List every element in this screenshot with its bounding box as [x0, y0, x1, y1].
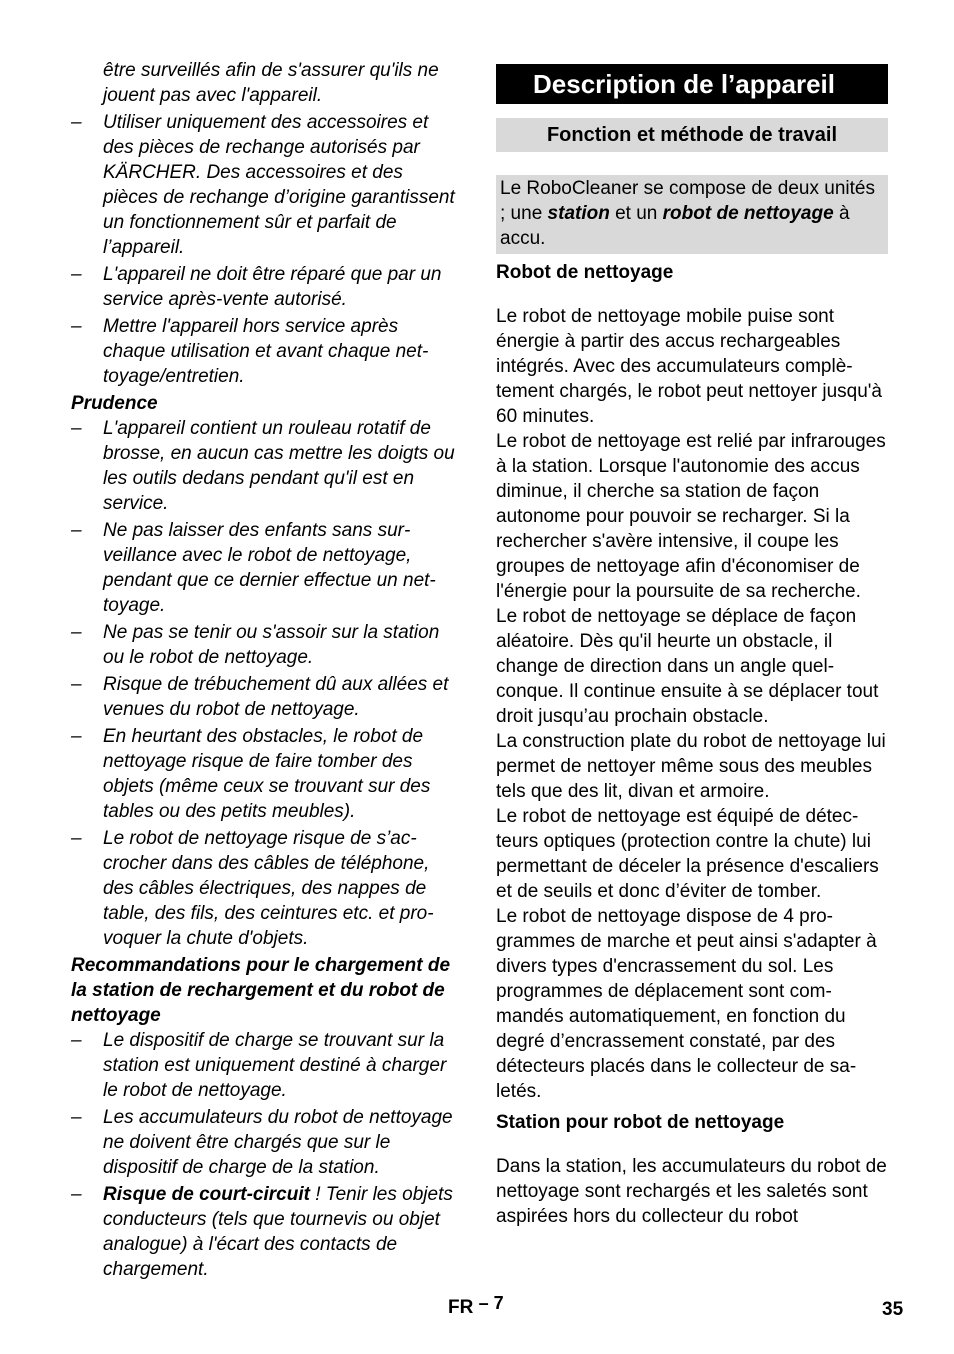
safety-list-1	[71, 110, 463, 389]
robot-heading: Robot de nettoyage	[496, 262, 674, 283]
paragraph: Le robot de nettoyage est relié par infrarouges à la station. Lorsque l'autonomie des accus diminue, il cherche sa station de façon autonome pour pouvoir se recharger. Si la rechercher s'avère intensive, il coupe les groupes de nettoyage afin d'économiser de l'énergie pour la poursuite de sa recherche.	[496, 431, 886, 602]
short-circuit-warning: Risque de court-circuit	[103, 1184, 310, 1205]
paragraph: Le robot de nettoyage est équipé de détecteurs optiques (protection contre la chute) lui permettant de déceler la présence d'escaliers et de seuils et donc d’éviter de tomber.	[496, 806, 879, 902]
page-number: 35	[882, 1299, 904, 1320]
prudence-heading: Prudence	[71, 393, 158, 414]
list-item: – L'appareil ne doit être réparé que par un service après-vente autorisé.	[71, 264, 442, 310]
list-item: – Risque de court-circuit ! Tenir les objets conducteurs (tels que tournevis ou objet analogue) à l'écart des contacts de chargement.	[71, 1184, 453, 1280]
paragraph: Le robot de nettoyage dispose de 4 programmes de marche et peut ainsi s'adapter à divers types d'encrassement du sol. Les programmes de déplacement sont commandés automatiquement, en fonction du degré d’encrassement constaté, par des détecteurs placés dans le collecteur de saletés.	[496, 906, 877, 1102]
section-subtitle: Fonction et méthode de travail	[496, 118, 888, 152]
paragraph: Le robot de nettoyage se déplace de façon aléatoire. Dès qu'il heurte un obstacle, il change de direction dans un angle quelconque. Il continue ensuite à se déplacer tout droit jusqu’au prochain obstacle.	[496, 606, 879, 727]
list-item: – Ne pas se tenir ou s'assoir sur la station ou le robot de nettoyage.	[71, 622, 440, 668]
paragraph: Dans la station, les accumulateurs du robot de nettoyage sont rechargés et les saletés sont aspirées hors du collecteur du robot	[496, 1156, 887, 1227]
list-item: – Risque de trébuchement dû aux allées et venues du robot de nettoyage.	[71, 674, 449, 720]
list-item: – Le robot de nettoyage risque de s’accrocher dans des câbles de téléphone, des câbles électriques, des nappes de table, des fils, des ceintures etc. et provoquer la chute d'objets.	[71, 828, 434, 949]
continued-text: être surveillés afin de s'assurer qu'ils ne jouent pas avec l'appareil.	[103, 60, 439, 106]
left-column	[71, 58, 463, 1284]
list-item: – Mettre l'appareil hors service après chaque utilisation et avant chaque nettoyage/entretien.	[71, 316, 429, 387]
paragraph: Le robot de nettoyage mobile puise sont énergie à partir des accus rechargeables intégrés. Avec des accumulateurs complètement chargés, le robot peut nettoyer jusqu'à 60 minutes.	[496, 306, 882, 427]
intro-box: Le RoboCleaner se compose de deux unités ; une station et un robot de nettoyage à accu.	[496, 175, 888, 254]
list-item: – Ne pas laisser des enfants sans surveillance avec le robot de nettoyage, pendant que ce dernier effectue un nettoyage.	[71, 520, 436, 616]
right-column	[496, 58, 888, 1229]
list-item: – Utiliser uniquement des accessoires et des pièces de rechange autorisés par KÄRCHER. Des accessoires et des pièces de rechange d’origine garantissent un fonctionnement sûr et parfait de l’appareil.	[71, 112, 455, 258]
footer-language-page: FR – 7	[448, 1293, 504, 1318]
charging-list	[71, 1028, 463, 1282]
list-item: – Le dispositif de charge se trouvant sur la station est uniquement destiné à charger le robot de nettoyage.	[71, 1030, 447, 1101]
list-item: – L'appareil contient un rouleau rotatif de brosse, en aucun cas mettre les doigts ou les outils dedans pendant qu'il est en service.	[71, 418, 455, 514]
prudence-list	[71, 416, 463, 951]
list-item: – Les accumulateurs du robot de nettoyage ne doivent être chargés que sur le dispositif de charge de la station.	[71, 1107, 453, 1178]
charging-recommendations-heading: Recommandations pour le chargement de la station de rechargement et du robot de nettoyage	[71, 955, 451, 1026]
paragraph: La construction plate du robot de nettoyage lui permet de nettoyer même sous des meubles tels que des lit, divan et armoire.	[496, 731, 886, 802]
list-item: – En heurtant des obstacles, le robot de nettoyage risque de faire tomber des objets (même ceux se trouvant sur des tables ou des petits meubles).	[71, 726, 431, 822]
station-heading: Station pour robot de nettoyage	[496, 1112, 785, 1133]
section-title: Description de l’appareil	[496, 64, 888, 104]
